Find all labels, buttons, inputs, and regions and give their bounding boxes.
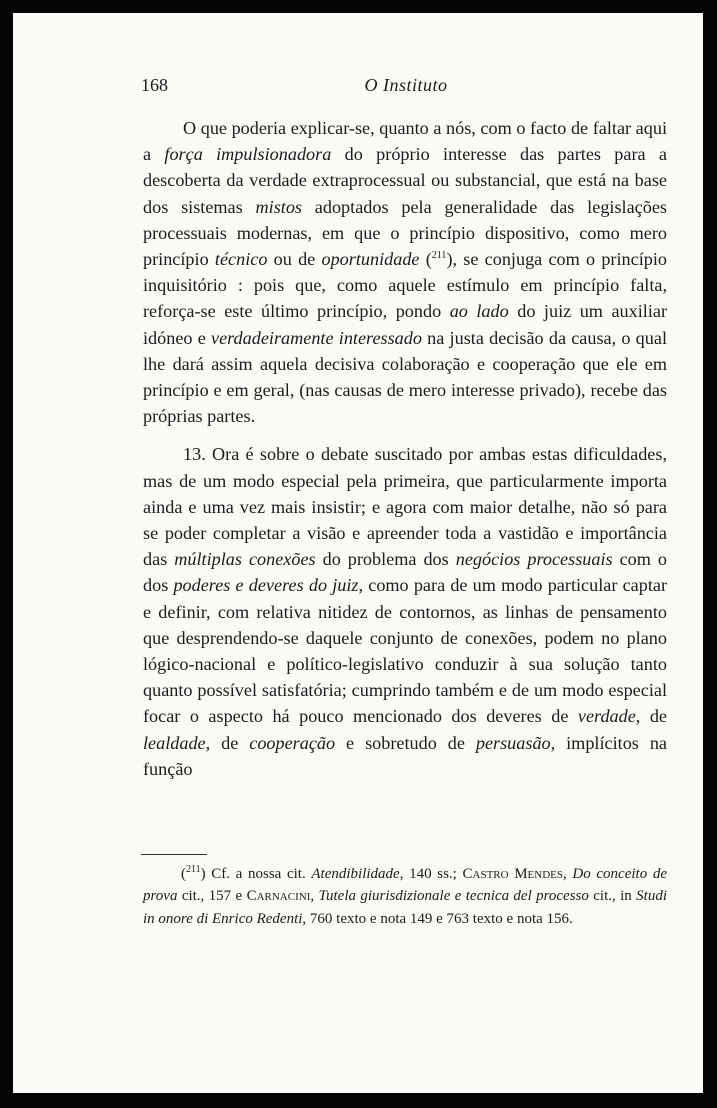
text-run: , 760 texto e nota 149 e 763 texto e nota 156. (302, 910, 573, 927)
text-run: ou de (267, 249, 322, 270)
text-run: ) Cf. a nossa cit. (200, 866, 312, 882)
text-run: 13. Ora é sobre o debate suscitado por ambas estas dificuldades, mas de um modo especial pela primeira, que particularmente importa ainda e uma vez mais insistir; e agora com maior detalhe, não só para se poder completar a visão e apreender toda a vastidão e importância das (143, 444, 667, 570)
italic-text: verdadeiramente interessado (211, 327, 422, 348)
italic-text: oportunidade (321, 249, 420, 270)
italic-text: Do conceito de prova (143, 866, 668, 905)
text-run: e sobretudo de (335, 732, 476, 753)
footnote-211 (143, 863, 667, 930)
text-run: ), se conjuga com o princípio inquisitório : pois que, como aquele estímulo em princípio falta, reforça-se este último princípio, pondo (143, 249, 667, 322)
text-run: , de (635, 706, 668, 727)
author-name: Castro Mendes (462, 866, 563, 882)
book-page (13, 13, 703, 1093)
text-run: do juiz um auxiliar idóneo e (143, 301, 667, 348)
italic-text: poderes e deveres do juiz (173, 575, 359, 596)
page-number: 168 (141, 75, 168, 95)
text-run: O que poderia explicar-se, quanto a nós, com o facto de faltar aqui a (143, 118, 667, 165)
text-run: na justa decisão da causa, o qual lhe dará assim aquela decisiva colaboração e cooperação que ele em princípio e em geral, (nas causas de mero interesse privado), recebe das próprias partes. (143, 327, 667, 427)
paragraph (143, 115, 667, 429)
italic-text: força impulsionadora (164, 144, 332, 165)
italic-text: ao lado (449, 301, 509, 322)
text-run: do próprio interesse das partes para a descoberta da verdade extraprocessual ou substancial, que está na base dos sistemas (143, 144, 667, 217)
text-run: com o dos (143, 549, 667, 596)
footnote-rule (141, 854, 207, 855)
italic-text: persuasão (475, 732, 551, 753)
italic-text: múltiplas conexões (174, 549, 316, 570)
paragraph-section-13 (143, 441, 667, 782)
author-name: Carnacini (246, 888, 311, 905)
running-header (141, 75, 671, 105)
text-run: , implícitos na função (143, 732, 667, 779)
italic-text: mistos (255, 196, 302, 217)
footnote-ref: 211 (431, 249, 447, 261)
text-run: , (310, 888, 319, 905)
italic-text: cooperação (249, 732, 336, 753)
page-body (143, 115, 667, 782)
italic-text: negócios processuais (455, 549, 613, 570)
italic-text: Atendibilidade (311, 866, 400, 882)
italic-text: Studi in onore di Enrico Redenti (143, 888, 668, 927)
text-run: , de (205, 732, 250, 753)
italic-text: lealdade (143, 732, 206, 753)
italic-text: Tutela giurisdizionale e tecnica del processo (318, 888, 589, 905)
text-run: , como para de um modo particular captar e definir, com relativa nitidez de contornos, as linhas de pensamento que desprendendo-se daquele conjunto de conexões, podem no plano lógico-nacional e político-legislativo conduzir à sua solução tanto quanto possível satisfatória; cumprindo também e de um modo especial focar o aspecto há pouco mencionado dos deveres de (143, 575, 668, 727)
text-run: cit., in (588, 888, 637, 905)
text-run: adoptados pela generalidade das legislações processuais modernas, em que o princípio dispositivo, como mero princípio (143, 196, 667, 270)
text-run: ( (419, 249, 432, 270)
italic-text: técnico (214, 249, 268, 270)
italic-text: verdade (577, 706, 636, 727)
text-run: cit., 157 e (177, 888, 247, 905)
footnote-ref: 211 (186, 864, 201, 875)
running-title: O Instituto (364, 75, 448, 95)
text-run: , 140 ss.; (399, 866, 463, 882)
text-run: , (563, 866, 573, 882)
text-run: ( (181, 866, 186, 882)
text-run: do problema dos (315, 549, 456, 570)
